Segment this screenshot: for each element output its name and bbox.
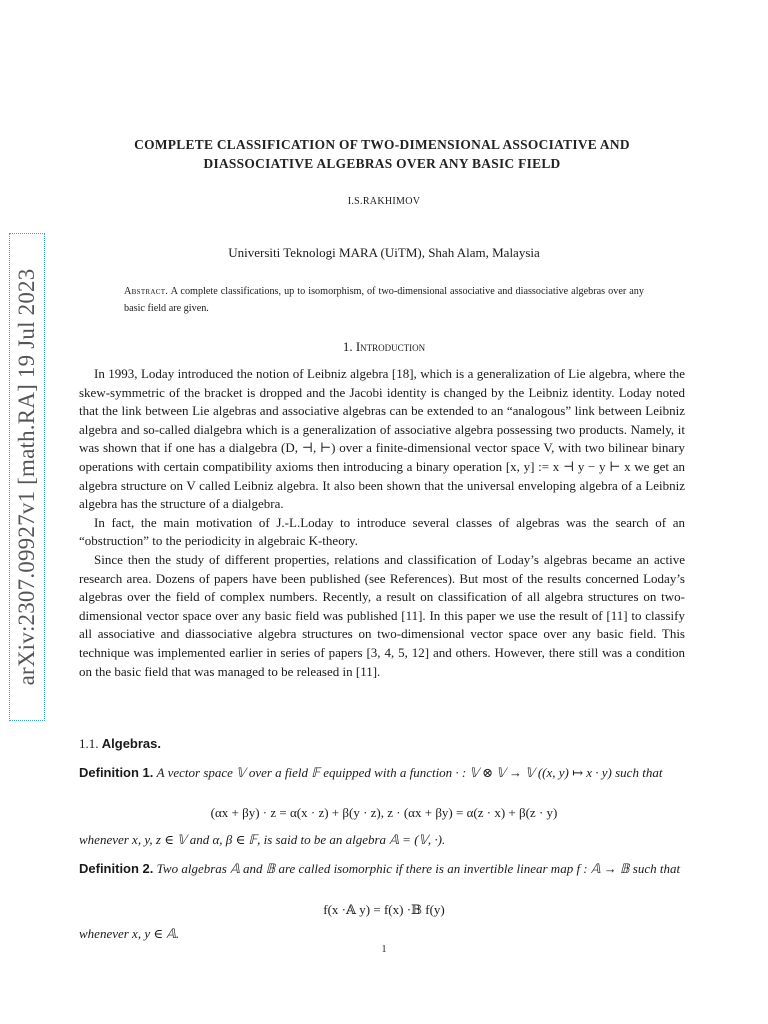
subsection-heading	[79, 736, 161, 752]
abstract-label: Abstract.	[124, 286, 169, 297]
arxiv-identifier: arXiv:2307.09927v1 [math.RA] 19 Jul 2023	[14, 268, 39, 686]
introduction-body	[79, 365, 685, 681]
definition-1	[79, 764, 685, 783]
definition-1-text: A vector space 𝕍 over a field 𝔽 equipped with a function · : 𝕍 ⊗ 𝕍 → 𝕍 ((x, y) ↦ x · y) such that	[156, 765, 663, 780]
definition-1-equation: (αx + βy) · z = α(x · z) + β(y · z), z · (αx + βy) = α(z · x) + β(z · y)	[210, 805, 558, 820]
paragraph-3: Since then the study of different properties, relations and classification of Loday’s algebras became an active research area. Dozens of papers have been published (see References). But most of the results concerned Loday’s algebras over the field of complex numbers. Recently, a result on classification of all algebra structures on two-dimensional vector space over any basic field was published [11]. In this paper we use the result of [11] to classify all associative and diassociative algebra structures on two-dimensional vector space over any basic field. This technique was implemented earlier in series of papers [3, 4, 5, 12] and others. However, there still was a condition on the basic field that was managed to be released in [11].	[79, 551, 685, 679]
definition-2-head: Definition 2.	[79, 861, 154, 876]
title-line-1: COMPLETE CLASSIFICATION OF TWO-DIMENSIONAL ASSOCIATIVE AND	[134, 137, 630, 152]
subsection-number: 1.1.	[79, 736, 99, 751]
arxiv-stamp	[9, 233, 45, 721]
abstract	[124, 283, 644, 317]
section-heading	[0, 339, 768, 355]
paragraph-2: In fact, the main motivation of J.-L.Loday to introduce several classes of algebras was the search of an “obstruction” to the periodicity in algebraic K-theory.	[79, 514, 685, 549]
affiliation: Universiti Teknologi MARA (UiTM), Shah Alam, Malaysia	[228, 245, 540, 260]
definition-1-head: Definition 1.	[79, 765, 154, 780]
definition-1-condition: whenever x, y, z ∈ 𝕍 and α, β ∈ 𝔽, is said to be an algebra 𝔸 = (𝕍, ·).	[79, 832, 446, 847]
author: I.S.RAKHIMOV	[347, 196, 421, 207]
paragraph-1: In 1993, Loday introduced the notion of Leibniz algebra [18], which is a generalization of Lie algebra, where the skew-symmetric of the bracket is dropped and the Jacobi identity is changed by the Leibniz identity. Loday noted that the link between Lie algebras and associative algebras can be extended to an “analogous” link between Leibniz algebra and so-called dialgebra which is a generalization of associative algebra possessing two products. Namely, it was shown that if one has a dialgebra (D, ⊣, ⊢) over a finite-dimensional vector space V, with two bilinear binary operations with certain compatibility axioms then introducing a binary operation [x, y] := x ⊣ y − y ⊢ x we get an algebra structure on V called Leibniz algebra. It also been shown that the universal enveloping algebra of a Leibniz algebra has the structure of a dialgebra.	[79, 366, 685, 512]
title-line-2: DIASSOCIATIVE ALGEBRAS OVER ANY BASIC FIELD	[203, 156, 561, 171]
definition-2-equation: f(x ·𝔸 y) = f(x) ·𝔹 f(y)	[323, 902, 445, 917]
subsection-title: Algebras.	[101, 736, 161, 751]
definition-2-condition: whenever x, y ∈ 𝔸.	[79, 926, 180, 941]
page-number: 1	[381, 944, 387, 955]
section-title: Introduction	[355, 339, 426, 354]
definition-2-text: Two algebras 𝔸 and 𝔹 are called isomorphic if there is an invertible linear map f : 𝔸 → 𝔹 such that	[156, 861, 681, 876]
abstract-text: A complete classifications, up to isomorphism, of two-dimensional associative and diassociative algebras over any basic field are given.	[124, 286, 644, 314]
section-number: 1.	[342, 339, 353, 354]
definition-2	[79, 860, 685, 879]
paper-title	[60, 135, 704, 173]
